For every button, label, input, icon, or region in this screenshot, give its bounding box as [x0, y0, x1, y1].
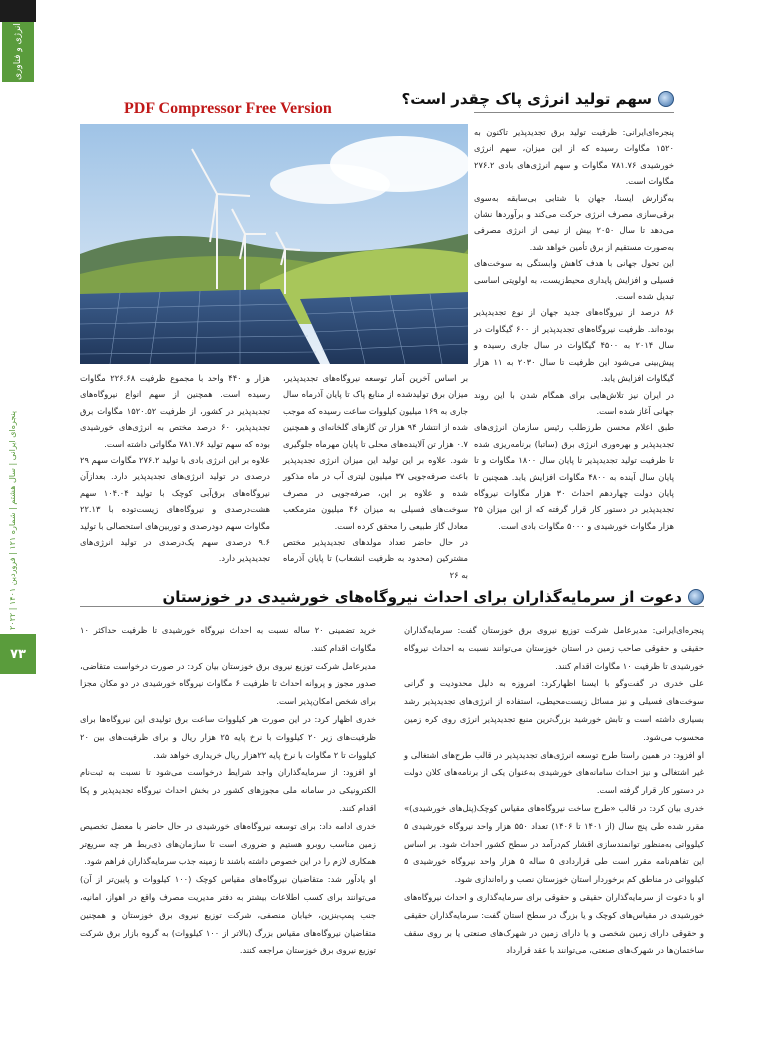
paragraph: هزار و ۴۴۰ واحد با مجموع ظرفیت ۲۲۶.۶۸ مگاوات رسیده است. همچنین از سهم انواع نیروگاه‌های تجدیدپذیر در کشور، از ظرفیت ۱۵۲۰.۵۲ مگاوات برق تجدیدپذیر، ۶۰ درصد مختص به انرژی‌های خورشیدی بوده که سهم تولید ۷۸۱.۷۶ مگاواتی داشته است. — [80, 373, 270, 449]
issue-meta: پنجره‌ای ایرانی | سال هشتم | شماره ۱۲۱ | فروردین ۱۴۰۱ | ۲۰۲۲ — [8, 410, 17, 630]
article2-title — [162, 588, 704, 606]
paragraph: پنجره‌ای‌ایرانی: ظرفیت تولید برق تجدیدپذیر تاکنون به ۱۵۲۰ مگاوات رسیده که از این میزان، سهم انرژی خورشیدی ۷۸۱.۷۶ مگاوات و سهم انرژی‌های بادی ۲۷۶.۲ مگاوات است. — [474, 127, 674, 187]
paragraph: مدیرعامل شرکت توزیع نیروی برق خوزستان بیان کرد: در صورت درخواست متقاضی، صدور مجوز و پروانه احداث تا ظرفیت ۶ مگاوات نیروگاه خورشیدی در دو مکان مجزا برای شخص امکان‌پذیر است. — [80, 660, 376, 707]
title-bullet-icon — [688, 589, 704, 605]
article1-rule — [474, 112, 674, 113]
paragraph: خرید تضمینی ۲۰ ساله نسبت به احداث نیروگاه خورشیدی تا ظرفیت حداکثر ۱۰ مگاوات اقدام کنند. — [80, 625, 376, 653]
article1-column-middle — [283, 370, 468, 583]
paragraph: پنجره‌ای‌ایرانی: مدیرعامل شرکت توزیع نیروی برق خوزستان گفت: سرمایه‌گذاران حقیقی و حقوقی صاحب زمین در استان خوزستان می‌توانند نسبت به احداث نیروگاه خورشیدی تا ظرفیت ۱۰ مگاوات اقدام کنند. — [404, 625, 704, 671]
article2-column-right — [404, 622, 704, 960]
paragraph: او با دعوت از سرمایه‌گذاران حقیقی و حقوقی برای سرمایه‌گذاری و احداث نیروگاه‌های خورشیدی در مقیاس‌های کوچک و یا بزرگ در سطح استان گفت: سرمایه‌گذاران حقیقی و حقوقی دارای زمین شخصی و یا دارای زمین در شهرک‌های صنعتی یا بر روی سقف ساختمان‌ها در شهرک‌های صنعتی، می‌توانند با عقد قرارداد — [404, 891, 704, 956]
paragraph: او یادآور شد: متقاضیان نیروگاه‌های مقیاس کوچک (۱۰۰ کیلووات و پایین‌تر از آن) می‌توانند برای کسب اطلاعات بیشتر به دفتر مدیریت مصرف واقع در اهواز، امانیه، جنب پمپ‌بنزین، خیابان منصفی، شرکت توزیع نیروی برق خوزستان و همچنین متقاضیان نیروگاه‌های مقیاس بزرگ (بالاتر از ۱۰۰ کیلووات) به گروه بازار برق شرکت توزیع نیروی برق خوزستان مراجعه کنند. — [80, 874, 376, 956]
article1-title — [402, 90, 674, 108]
sidebar — [0, 0, 36, 1045]
paragraph: خدری اظهار کرد: در این صورت هر کیلووات ساعت برق تولیدی این نیروگاه‌ها برای ظرفیت‌های زیر ۲۰ کیلووات با نرخ پایه ۲۵ هزار ریال و برای ظرفیت‌های بین ۲۰ کیلووات تا ۲ مگاوات با نرخ پایه ۲۲هزار ریال خریداری خواهد شد. — [80, 713, 376, 760]
paragraph: خدری بیان کرد: در قالب «طرح ساخت نیروگاه‌های مقیاس کوچک(پنل‌های خورشیدی)» مقرر شده طی پنج سال (از ۱۴۰۱ تا ۱۴۰۶) تعداد ۵۵۰ هزار واحد نیروگاه خورشیدی ۵ کیلوواتی به‌منظور توانمندسازی اقشار کم‌درآمد در سطح کشور احداث شود. بر اساس این تفاهم‌نامه مقرر است طی قراردادی ۵ ساله ۵ هزار واحد نیروگاه خورشیدی ۵ کیلوواتی در مناطق کم برخوردار استان خوزستان نصب و راه‌اندازی شود. — [404, 802, 705, 885]
title-bullet-icon — [658, 91, 674, 107]
article1-column-right — [474, 124, 674, 534]
article2-title-text: دعوت از سرمایه‌گذاران برای احداث نیروگاه‌های خورشیدی در خوزستان — [162, 588, 682, 606]
paragraph: بر اساس آخرین آمار توسعه نیروگاه‌های تجدیدپذیر، میزان برق تولیدشده از منابع پاک تا پایان آذرماه سال جاری به ۱۶۹ میلیون کیلووات ساعت رسیده که موجب شده از انتشار ۹۴ هزار تن گازهای گلخانه‌ای و همچنین ۰.۷ هزار تن آلاینده‌های محلی تا پایان مهرماه جلوگیری شود. علاوه بر این تولید این میزان انرژی تجدیدپذیر باعث صرفه‌جویی ۳۷ میلیون لیتری آب در ماه مذکور شده و علاوه بر این، صرفه‌جویی در مصرف سوخت‌های فسیلی به میزان ۴۶ میلیون مترمکعب معادل گاز طبیعی را محقق کرده است. — [283, 373, 468, 531]
article1-column-left — [80, 370, 270, 567]
paragraph: خدری ادامه داد: برای توسعه نیروگاه‌های خورشیدی در حال حاضر با معضل تخصیص زمین مناسب روبرو هستیم و ضروری است تا سازمان‌های ذی‌ربط هر چه سریع‌تر همکاری لازم را در این خصوص داشته باشند تا زمینه جذب سرمایه‌گذاران فراهم شود. — [80, 820, 376, 867]
paragraph: به‌گزارش ایسنا، جهان با شتابی بی‌سابقه به‌سوی برقی‌سازی مصرف انرژی حرکت می‌کند و برآوردها نشان می‌دهد تا سال ۲۰۵۰ بیش از نیمی از انرژی مصرفی به‌صورت مستقیم از برق تأمین خواهد شد. — [474, 192, 674, 252]
paragraph: در حال حاضر تعداد مولدهای تجدیدپذیر مختص مشترکین (محدود به ظرفیت انشعاب) تا پایان آذرماه به ۲۶ — [283, 537, 468, 580]
article1-title-text: سهم تولید انرژی پاک چقدر است؟ — [401, 90, 652, 108]
paragraph: او افزود: از سرمایه‌گذاران واجد شرایط درخواست می‌شود تا نسبت به ثبت‌نام الکترونیکی در سامانه ملی مجوزهای کشور در بخش احداث نیروگاه تجدیدپذیر و پکا اقدام کنند. — [80, 767, 376, 813]
paragraph: طبق اعلام محسن طرزطلب رئیس سازمان انرژی‌های تجدیدپذیر و بهره‌وری انرژی برق (ساتبا) برنامه‌ریزی شده تا ظرفیت تولید تجدیدپذیر تا پایان سال ۱۸۰۰ مگاوات و تا پایان سال آینده به ۴۸۰۰ مگاوات افزایش یابد. همچنین تا پایان دولت چهاردهم احداث ۳۰ هزار مگاوات نیروگاه تجدیدپذیر در دستور کار قرار گرفته که از این میزان ۲۵ هزار مگاوات خورشیدی و ۵۰۰۰ مگاوات بادی است. — [474, 422, 675, 531]
photo-illustration — [80, 124, 468, 364]
paragraph: در ایران نیز تلاش‌هایی برای همگام شدن با این روند جهانی آغاز شده است. — [474, 389, 674, 416]
paragraph: علی خدری در گفت‌وگو با ایسنا اظهارکرد: امروزه به دلیل محدودیت و گرانی سوخت‌های فسیلی و نیز مسائل زیست‌محیطی، استفاده از انرژی‌های تجدیدپذیر رشد بسیاری داشته است و تابش خورشید بزرگ‌ترین منبع تجدیدپذیر انرژی روی کره زمین محسوب می‌شود. — [404, 678, 704, 742]
paragraph: ۸۶ درصد از نیروگاه‌های جدید جهان از نوع تجدیدپذیر بوده‌اند. ظرفیت نیروگاه‌های تجدیدپذیر از ۶۰۰ گیگاوات در سال ۲۰۱۴ به ۴۵۰۰ گیگاوات در سال جاری رسیده و پیش‌بینی می‌شود این ظرفیت تا سال ۲۰۳۰ به ۱۱ هزار گیگاوات افزایش یابد. — [474, 307, 674, 384]
article2-column-left — [80, 622, 376, 960]
paragraph: علاوه بر این انرژی بادی با تولید ۲۷۶.۲ مگاوات سهم ۲۹ درصدی در تولید انرژی‌های تجدیدپذیر دارد. بعدازآن نیروگاه‌های برق‌آبی کوچک با تولید ۱۰۴.۰۴ سهم هشت‌درصدی و نیروگاه‌های زیست‌توده با ۲۲.۱۳ مگاوات سهم دودرصدی و توربین‌های استحصالی با تولید ۹.۶ درصدی سهم یک‌درصدی در تولید انرژی‌های تجدیدپذیر دارد. — [80, 455, 271, 564]
solar-wind-photo — [80, 124, 468, 364]
article2-rule — [80, 606, 704, 607]
paragraph: او افزود: در همین راستا طرح توسعه انرژی‌های تجدیدپذیر در قالب طرح‌های اشتغالی و غیر اشتغالی و نیز احداث سامانه‌های خورشیدی به‌عنوان یکی از برنامه‌های کلان دولت در دستور کار قرار گرفته است. — [404, 749, 704, 796]
section-label: انرژی و فناوری — [2, 22, 34, 82]
watermark: PDF Compressor Free Version — [124, 100, 332, 117]
paragraph: این تحول جهانی با هدف کاهش وابستگی به سوخت‌های فسیلی و افزایش پایداری محیط‌زیست، به اولویتی اساسی تبدیل شده است. — [474, 258, 674, 302]
page-number: ۷۳ — [0, 634, 36, 674]
sidebar-top-bar — [0, 0, 36, 22]
